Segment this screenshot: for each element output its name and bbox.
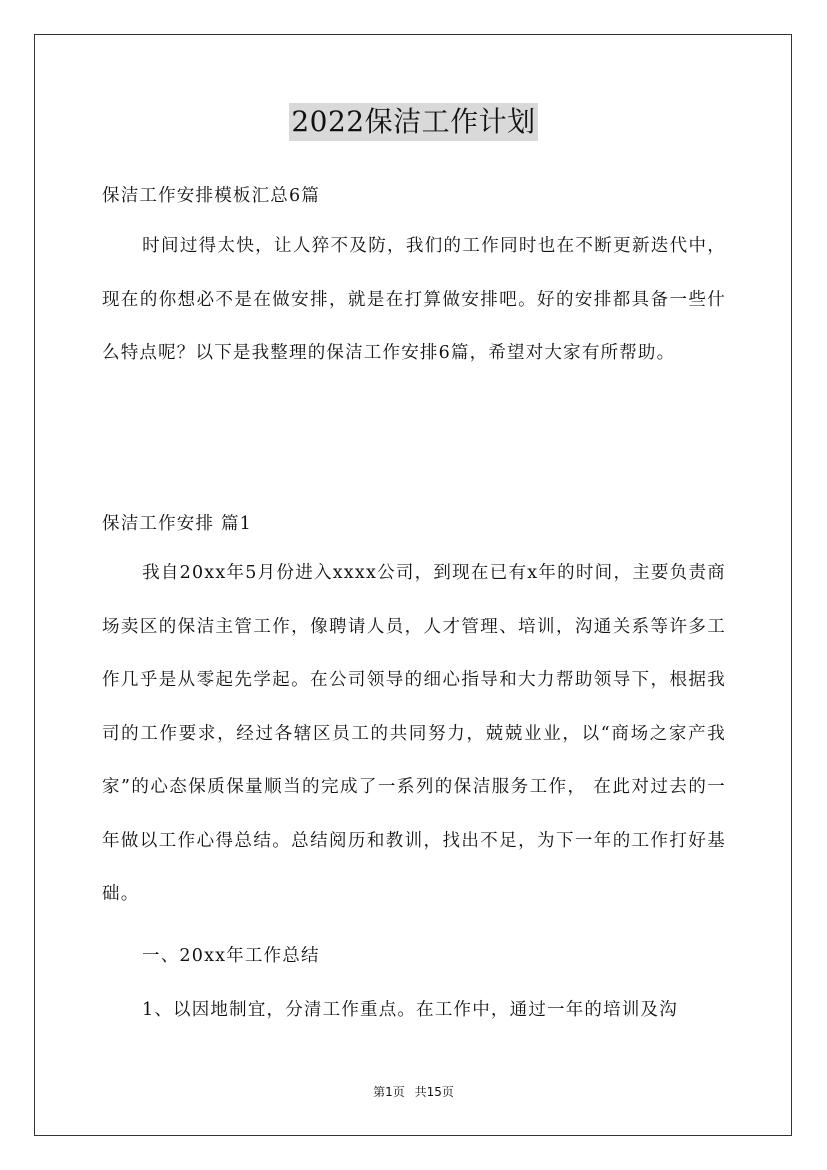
list-item-1: 1、以因地制宜，分清工作重点。在工作中，通过一年的培训及沟 — [142, 1000, 678, 1020]
section1-text: 我自20xx年5月份进入xxxx公司，到现在已有x年的时间，主要负责商场卖区的保洁主管工作，像聘请人员，人才管理、培训，沟通关系等许多工作几乎是从零起先学起。在公司领导的细心指导和大力帮助领导下，根据我司的工作要求，经过各辖区员工的共同努力，兢兢业业，以“商场之家产我家”的心态保质保量顺当的完成了一系列的保洁服务工作， 在此对过去的一年做以工作心得总结。总结阅历和教训，找出不足，为下一年的工作打好基础。 — [102, 563, 726, 904]
subheading-summary: 一、20xx年工作总结 — [142, 946, 320, 966]
page-number: 第1页 — [373, 1085, 405, 1099]
section-heading: 保洁工作安排 篇1 — [102, 514, 252, 534]
intro-paragraph — [102, 220, 726, 381]
title-container — [0, 103, 827, 141]
intro-text: 时间过得太快，让人猝不及防，我们的工作同时也在不断更新迭代中，现在的你想必不是在做安排，就是在打算做安排吧。好的安排都具备一些什么特点呢？以下是我整理的保洁工作安排6篇，希望对大家有所帮助。 — [102, 236, 726, 363]
document-subtitle: 保洁工作安排模板汇总6篇 — [102, 186, 321, 206]
page-footer — [0, 1083, 827, 1100]
section1-paragraph — [102, 547, 726, 922]
page-total: 共15页 — [414, 1085, 454, 1099]
document-title: 2022保洁工作计划 — [289, 103, 537, 141]
